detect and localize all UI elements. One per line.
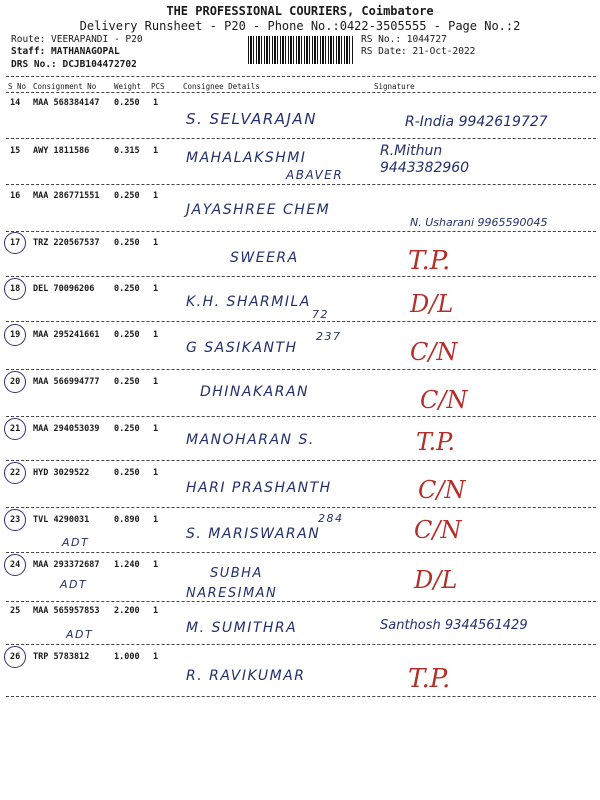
row-sno: 14 [10, 98, 21, 108]
row-signature-phone: 9443382960 [380, 160, 470, 176]
row-note: ADT [66, 628, 94, 641]
row-consignee-name: HARI PRASHANTH [186, 480, 332, 496]
barcode [248, 36, 353, 64]
col-consignment: Consignment No [33, 82, 97, 91]
row-sno: 21 [10, 424, 21, 434]
row-sno: 26 [10, 652, 21, 662]
row-sno: 24 [10, 560, 21, 570]
row-consignee-name: SWEERA [230, 250, 299, 266]
drs-number: DRS No.: DCJB104472702 [11, 59, 137, 70]
row-weight: 0.250 [114, 424, 140, 434]
row-consignment: MAA 286771551 [33, 191, 100, 201]
row-pcs: 1 [153, 652, 159, 662]
row-divider [6, 507, 596, 508]
row-pcs: 1 [153, 468, 159, 478]
row-signature: C/N [420, 386, 468, 414]
row-sno: 18 [10, 284, 21, 294]
row-pcs: 1 [153, 330, 159, 340]
row-consignee-extra: 237 [316, 330, 342, 343]
row-consignee-extra: 284 [318, 512, 344, 525]
row-consignee-name: JAYASHREE CHEM [186, 202, 331, 218]
header-rule-top [6, 76, 596, 77]
row-sno: 17 [10, 238, 21, 248]
row-signature: Santhosh 9344561429 [380, 618, 528, 633]
staff-label: Staff: MATHANAGOPAL [11, 46, 120, 57]
row-consignment: HYD 3029522 [33, 468, 90, 478]
row-signature: R.Mithun [380, 143, 443, 159]
row-consignee-address: ABAVER [286, 168, 344, 182]
row-pcs: 1 [153, 606, 159, 616]
col-consignee: Consignee Details [183, 82, 260, 91]
row-weight: 1.240 [114, 560, 140, 570]
route-label: Route: VEERAPANDI - P20 [11, 34, 143, 45]
row-consignment: MAA 293372687 [33, 560, 100, 570]
row-weight: 0.250 [114, 98, 140, 108]
col-weight: Weight [114, 82, 142, 91]
row-sno: 22 [10, 468, 21, 478]
row-sno: 25 [10, 606, 21, 616]
row-consignee-name: MANOHARAN S. [186, 432, 315, 448]
row-consignee-name: S. SELVARAJAN [186, 110, 317, 128]
row-divider [6, 416, 596, 417]
row-pcs: 1 [153, 424, 159, 434]
row-consignee-name: K.H. SHARMILA [186, 294, 311, 310]
row-pcs: 1 [153, 284, 159, 294]
row-pcs: 1 [153, 98, 159, 108]
row-consignment: DEL 70096206 [33, 284, 95, 294]
row-consignment: MAA 568384147 [33, 98, 100, 108]
row-signature: D/L [414, 566, 458, 594]
row-sno: 16 [10, 191, 21, 201]
row-pcs: 1 [153, 238, 159, 248]
row-note: ADT [60, 578, 88, 591]
row-divider [6, 644, 596, 645]
row-weight: 0.250 [114, 468, 140, 478]
row-signature: N. Usharani 9965590045 [410, 216, 548, 229]
row-consignment: AWY 1811586 [33, 146, 90, 156]
row-weight: 0.250 [114, 330, 140, 340]
row-consignee-name: S. MARISWARAN [186, 526, 321, 542]
row-weight: 0.250 [114, 238, 140, 248]
row-consignee-name: R. RAVIKUMAR [186, 668, 306, 684]
row-consignment: TRP 5783812 [33, 652, 90, 662]
row-signature: T.P. [408, 664, 451, 694]
row-consignment: MAA 565957853 [33, 606, 100, 616]
row-consignment: MAA 566994777 [33, 377, 100, 387]
row-divider [6, 184, 596, 185]
row-sno: 15 [10, 146, 21, 156]
row-consignment: TRZ 220567537 [33, 238, 100, 248]
col-sno: S No [8, 82, 27, 91]
row-divider [6, 601, 596, 602]
row-consignee-name: SUBHA [210, 566, 263, 581]
row-consignee-extra: 72 [312, 308, 329, 321]
rs-date: RS Date: 21-Oct-2022 [361, 46, 476, 57]
row-consignee-name: MAHALAKSHMI [186, 150, 307, 166]
row-weight: 0.315 [114, 146, 140, 156]
row-weight: 0.250 [114, 284, 140, 294]
row-sno: 19 [10, 330, 21, 340]
row-weight: 0.250 [114, 377, 140, 387]
row-signature: T.P. [408, 246, 451, 276]
row-weight: 0.250 [114, 191, 140, 201]
row-divider [6, 321, 596, 322]
row-signature: C/N [410, 338, 458, 366]
row-consignee-name: DHINAKARAN [200, 384, 310, 400]
col-signature: Signature [374, 82, 415, 91]
row-note: ADT [62, 536, 90, 549]
row-divider [6, 552, 596, 553]
company-title: THE PROFESSIONAL COURIERS, Coimbatore [166, 4, 434, 18]
rs-number: RS No.: 1044727 [361, 34, 447, 45]
row-divider [6, 696, 596, 697]
row-weight: 2.200 [114, 606, 140, 616]
row-consignment: MAA 294053039 [33, 424, 100, 434]
runsheet-subtitle: Delivery Runsheet - P20 - Phone No.:0422-3505555 - Page No.:2 [79, 19, 521, 33]
row-signature: D/L [410, 290, 454, 318]
row-weight: 1.000 [114, 652, 140, 662]
row-consignment: MAA 295241661 [33, 330, 100, 340]
row-consignee-extra: NARESIMAN [186, 586, 278, 601]
row-divider [6, 460, 596, 461]
row-consignee-name: G SASIKANTH [186, 340, 298, 356]
row-divider [6, 138, 596, 139]
row-signature: R-India 9942619727 [405, 114, 548, 130]
row-pcs: 1 [153, 560, 159, 570]
row-pcs: 1 [153, 377, 159, 387]
row-pcs: 1 [153, 191, 159, 201]
row-signature: C/N [418, 476, 466, 504]
row-sno: 20 [10, 377, 21, 387]
row-consignee-name: M. SUMITHRA [186, 620, 298, 636]
row-pcs: 1 [153, 146, 159, 156]
row-pcs: 1 [153, 515, 159, 525]
header-rule-bottom [6, 92, 596, 93]
row-consignment: TVL 4290031 [33, 515, 90, 525]
row-signature: C/N [414, 516, 462, 544]
row-divider [6, 231, 596, 232]
row-sno: 23 [10, 515, 21, 525]
row-divider [6, 276, 596, 277]
row-signature: T.P. [416, 428, 456, 456]
col-pcs: PCS [151, 82, 165, 91]
row-divider [6, 369, 596, 370]
row-weight: 0.890 [114, 515, 140, 525]
